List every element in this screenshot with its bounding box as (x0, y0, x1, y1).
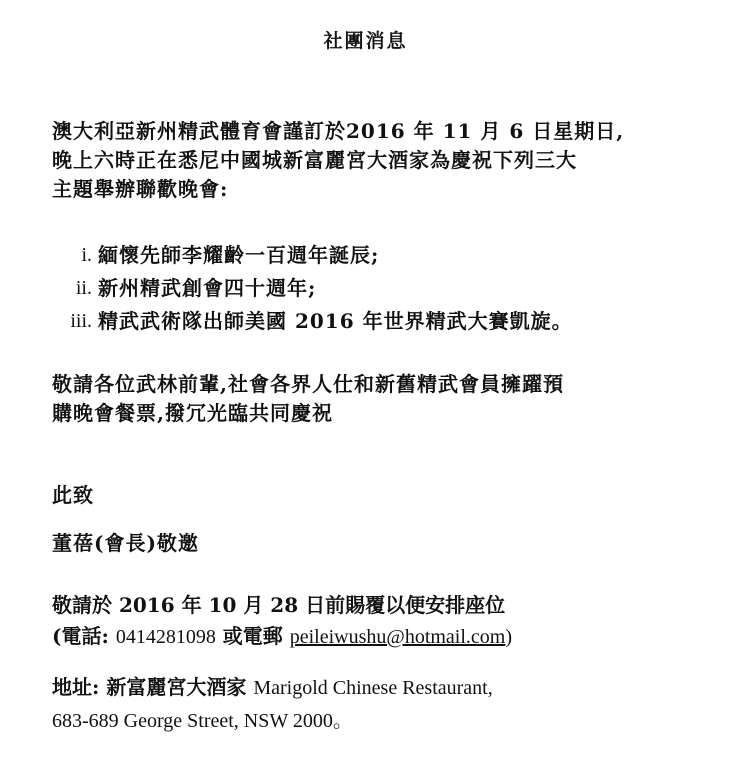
list-text: 緬懷先師李耀齡一百週年誕辰; (98, 243, 380, 267)
intro-paragraph (52, 117, 692, 204)
invite-line: 敬請各位武林前輩,社會各界人仕和新舊精武會員擁躍預 (52, 372, 564, 396)
rsvp-block (52, 590, 712, 653)
street-address: 683-689 George Street, NSW 2000。 (52, 710, 353, 732)
rsvp-contact (52, 621, 712, 653)
address-line (52, 671, 712, 705)
phone-number: 0414281098 (115, 626, 216, 648)
intro-line: 澳大利亞新州精武體育會謹訂於2016 年 11 月 6 日星期日, (52, 119, 625, 143)
list-number: ii. (75, 277, 92, 299)
venue-english: Marigold Chinese Restaurant, (253, 677, 493, 699)
page-title: 社團消息 (323, 30, 408, 52)
list-text: 新州精武創會四十週年; (98, 276, 317, 300)
signer-line: 董蓓(會長)敬邀 (52, 531, 199, 555)
address-label: 地址: (52, 675, 107, 699)
list-text: 精武武術隊出師美國 2016 年世界精武大賽凱旋。 (98, 309, 573, 333)
address-block (52, 671, 712, 738)
intro-line: 主題舉辦聯歡晚會: (52, 177, 229, 201)
phone-label: (電話: (52, 624, 116, 648)
invite-paragraph (52, 370, 692, 428)
theme-list (52, 239, 692, 338)
invite-line: 購晚會餐票,撥冗光臨共同慶祝 (52, 401, 333, 425)
list-number: iii. (70, 310, 92, 332)
intro-line: 晚上六時正在悉尼中國城新富麗宮大酒家為慶祝下列三大 (52, 148, 577, 172)
signer-text (52, 529, 692, 558)
list-item (52, 272, 692, 305)
email-label: 或電郵 (215, 624, 290, 648)
list-item (52, 305, 692, 338)
rsvp-deadline: 敬請於 2016 年 10 月 28 日前賜覆以便安排座位 (52, 593, 506, 617)
closing-text (52, 481, 692, 510)
email-link[interactable]: peileiwushu@hotmail.com (289, 626, 506, 648)
contact-close: ) (505, 626, 513, 648)
list-number: i. (81, 244, 92, 266)
list-item (52, 239, 692, 272)
venue-chinese: 新富麗宮大酒家 (106, 675, 254, 699)
closing-line: 此致 (52, 483, 94, 507)
